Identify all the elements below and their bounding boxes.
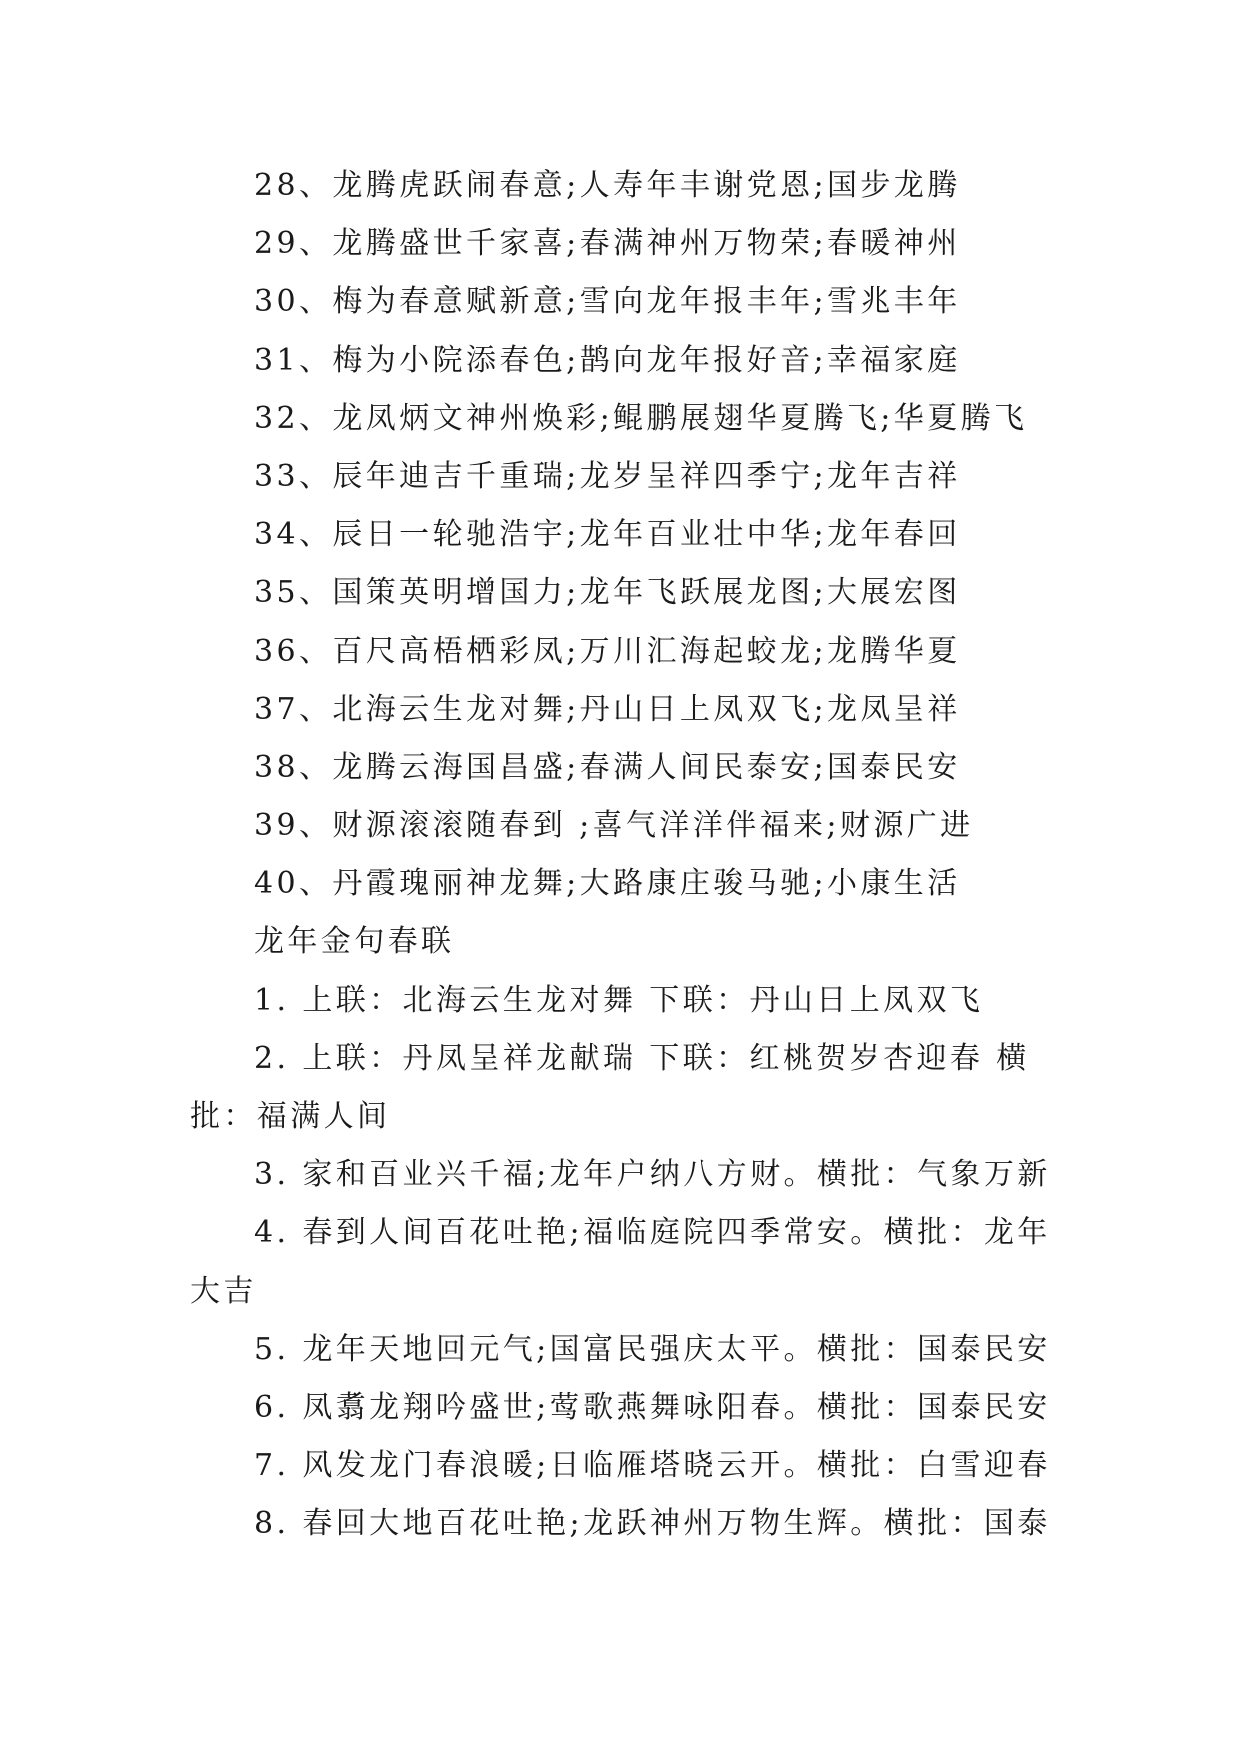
document-body: [190, 157, 1050, 1554]
couplet-line-36: 36、百尺高梧栖彩凤;万川汇海起蛟龙;龙腾华夏: [254, 633, 961, 669]
golden-couplet-4: 4. 春到人间百花吐艳;福临庭院四季常安。横批：龙年: [254, 1215, 1051, 1251]
golden-couplet-5: 5. 龙年天地回元气;国富民强庆太平。横批：国泰民安: [254, 1331, 1051, 1367]
couplet-line-31: 31、梅为小院添春色;鹊向龙年报好音;幸福家庭: [254, 342, 961, 378]
golden-couplet-2-continued: 批：福满人间: [190, 1099, 391, 1134]
couplet-line-33: 33、辰年迪吉千重瑞;龙岁呈祥四季宁;龙年吉祥: [254, 458, 961, 494]
couplet-line-39: 39、财源滚滚随春到 ;喜气洋洋伴福来;财源广进: [254, 808, 974, 844]
couplet-line-40: 40、丹霞瑰丽神龙舞;大路康庄骏马驰;小康生活: [254, 866, 961, 902]
couplet-line-30: 30、梅为春意赋新意;雪向龙年报丰年;雪兆丰年: [254, 284, 961, 320]
section-heading: 龙年金句春联: [254, 924, 455, 960]
golden-couplet-8: 8. 春回大地百花吐艳;龙跃神州万物生辉。横批：国泰: [254, 1506, 1051, 1542]
golden-couplet-7: 7. 风发龙门春浪暖;日临雁塔晓云开。横批：白雪迎春: [254, 1448, 1051, 1484]
couplet-line-38: 38、龙腾云海国昌盛;春满人间民泰安;国泰民安: [254, 749, 961, 785]
golden-couplet-1: 1. 上联：北海云生龙对舞 下联：丹山日上凤双飞: [254, 982, 984, 1018]
golden-couplet-4-continued: 大吉: [190, 1273, 257, 1309]
couplet-line-34: 34、辰日一轮驰浩宇;龙年百业壮中华;龙年春回: [254, 517, 961, 553]
golden-couplet-2: 2. 上联：丹凤呈祥龙献瑞 下联：红桃贺岁杏迎春 横: [254, 1040, 1030, 1076]
couplet-line-29: 29、龙腾盛世千家喜;春满神州万物荣;春暖神州: [254, 226, 961, 262]
golden-couplet-6: 6. 凤翥龙翔吟盛世;莺歌燕舞咏阳春。横批：国泰民安: [254, 1389, 1051, 1425]
golden-couplet-3: 3. 家和百业兴千福;龙年户纳八方财。横批：气象万新: [254, 1157, 1051, 1193]
couplet-line-28: 28、龙腾虎跃闹春意;人寿年丰谢党恩;国步龙腾: [254, 168, 961, 203]
couplet-line-37: 37、北海云生龙对舞;丹山日上凤双飞;龙凤呈祥: [254, 691, 961, 727]
couplet-line-35: 35、国策英明增国力;龙年飞跃展龙图;大展宏图: [254, 575, 961, 611]
couplet-line-32: 32、龙凤炳文神州焕彩;鲲鹏展翅华夏腾飞;华夏腾飞: [254, 400, 1028, 436]
